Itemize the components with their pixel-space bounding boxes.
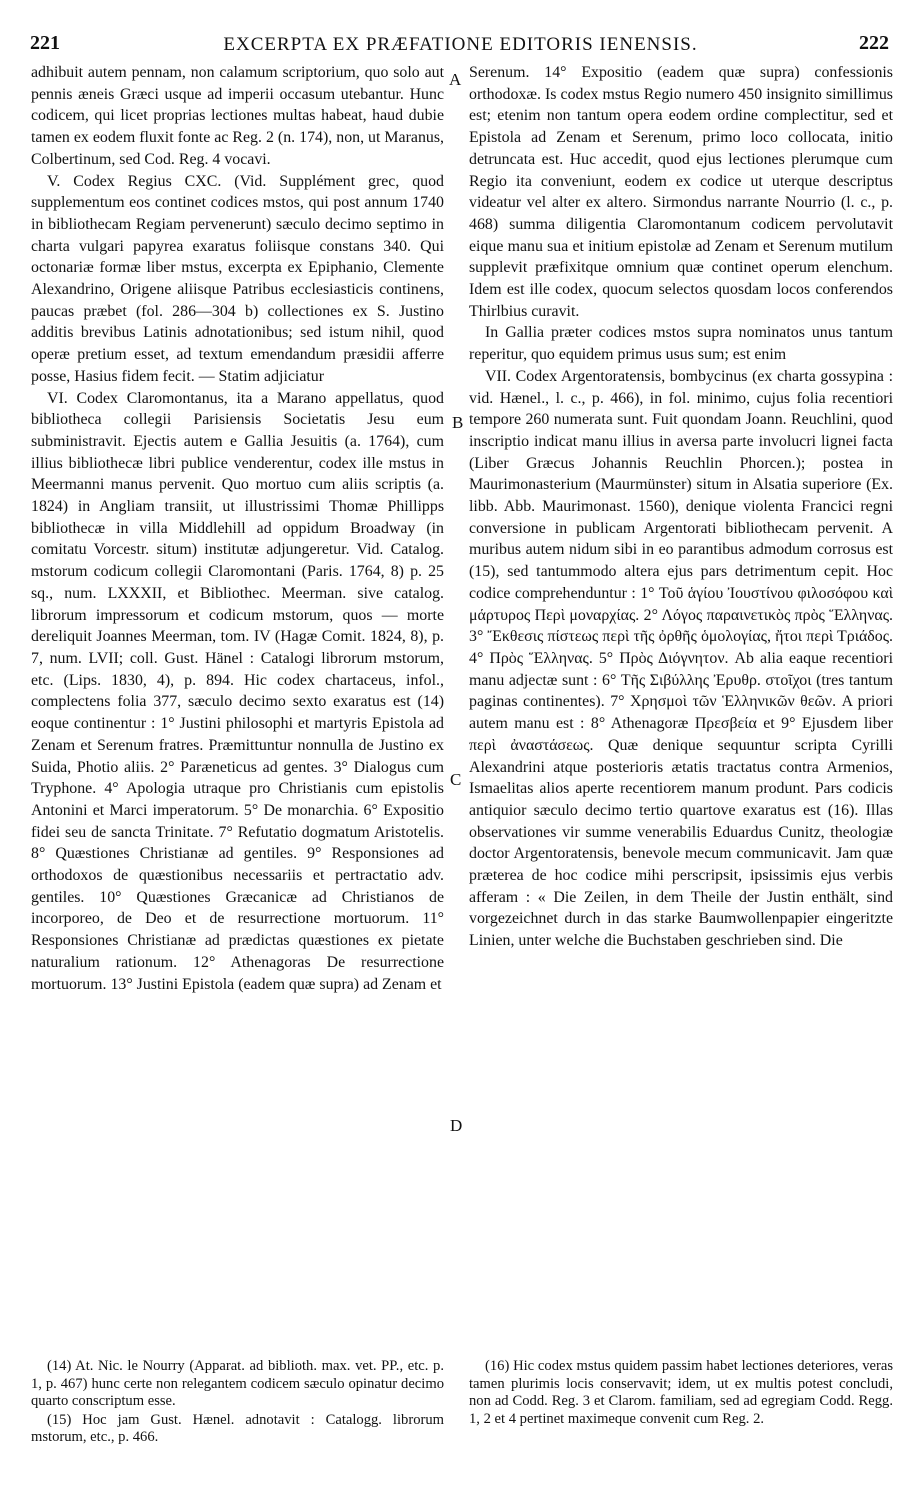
paragraph: adhibuit autem pennam, non calamum scriptorium, quo solo aut pennis æneis Græci usque ad imperii occasum utebantur. Hunc codicem, qui licet proprias lectiones multas habeat, haud dubie tamen ex eodem fluxit fonte ac Reg. 2 (n. 174), non, ut Maranus, Colbertinum, sed Cod. Reg. 4 vocavi. <box>31 64 444 168</box>
running-title: EXCERPTA EX PRÆFATIONE EDITORIS IENENSIS. <box>223 34 698 55</box>
margin-letter-b: B <box>452 413 464 432</box>
paragraph: V. Codex Regius CXC. (Vid. Supplément grec, quod supplementum eos continet codices mstos, qui post annum 1740 in bibliothecam Regiam pervenerunt) sæculo decimo septimo in charta vulgari papyrea exaratus foliisque constans 340. Qui octonariæ formæ liber mstus, excerpta ex Epiphanio, Clemente Alexandrino, Origene aliisque Patribus ecclesiasticis continens, paucas præbet (fol. 286—304 b) collectiones ex S. Justino additis brevibus Latinis adnotationibus; sed istum nihil, quod operæ pretium esset, ad textum emendandum præsidii afferre posse, Hasius fidem fecit. — Statim adjiciatur <box>31 172 444 385</box>
footnote: (15) Hoc jam Gust. Hænel. adnotavit : Catalogg. librorum mstorum, etc., p. 466. <box>31 1411 444 1446</box>
footnote: (14) At. Nic. le Nourry (Apparat. ad biblioth. max. vet. PP., etc. p. 1, p. 467) hunc certe non relegantem codicem sæculo opinatur decimo quarto conscriptum esse. <box>31 1358 444 1410</box>
footnotes-left <box>31 1358 444 1448</box>
margin-letter-c: C <box>450 770 462 789</box>
page-number-right: 222 <box>859 32 889 54</box>
right-column <box>469 62 893 952</box>
paragraph: VII. Codex Argentoratensis, bombycinus (ex charta gossypina : vid. Hænel., l. c., p. 466), in fol. minimo, cujus folia recentiori tempore 260 numerata sunt. Fuit quondam Joann. Reuchlini, quod inscriptio indicat manu illius in aversa parte involucri lignei facta (Liber Græcus Johannis Reuchlin Phorcen.); postea in Maurimonasterium (Maurmünster) situm in Alsatia superiore (Ex. libb. Abb. Maurimonast. 1560), denique violenta Francici regni conversione in publicam Argentorati bibliothecam pervenit. A muribus autem nidum sibi in eo parantibus admodum corrosus est (15), sed tantummodo altera ejus pars detrimentum cepit. Hoc codice comprehenduntur : 1° Τοῦ ἁγίου Ἰουστίνου φιλοσόφου καὶ μάρτυρος Περὶ μοναρχίας. 2° Λόγος παραινετικὸς πρὸς Ἕλληνας. 3° Ἔκθεσις πίστεως περὶ τῆς ὀρθῆς ὁμολογίας, ἤτοι περὶ Τριάδος. 4° Πρὸς Ἕλληνας. 5° Πρὸς Διόγνητον. Ab alia eaque recentiori manu adjectæ sunt : 6° Τῆς Σιβύλλης Ἐρυθρ. στοῖχοι (tres tantum paginas continentes). 7° Χρησμοὶ τῶν Ἑλληνικῶν θεῶν. A priori autem manu est : 8° Athenagoræ Πρεσβεία et 9° Ejusdem liber περὶ ἀναστάσεως. Quæ denique sequuntur scripta Cyrilli Alexandrini atque posterioris ætatis tractatus contra Armenios, Ismaelitas alios aperte recentiorem manum produnt. Pars codicis antiquior sæculo decimo tertio quartove exaratus est (16). Illas observationes vir summe venerabilis Eduardus Cunitz, theologiæ doctor Argentoratensis, benevole mecum communicavit. Jam quæ præterea de hoc codice mihi perscripsit, ipsissimis ejus verbis afferam : « Die Zeilen, in dem Theile der Justin enthält, sind vorgezeichnet durch in das starke Baumwollenpapier eingeritzte Linien, unter welche die Buchstaben geschrieben sind. Die <box>469 367 893 950</box>
page-number-left: 221 <box>30 32 60 54</box>
left-column <box>31 62 444 995</box>
margin-letter-d: D <box>450 1116 463 1135</box>
paragraph: VI. Codex Claromontanus, ita a Marano appellatus, quod bibliotheca collegii Parisiensis Societatis Jesu eum subministravit. Ejectis autem e Gallia Jesuitis (a. 1764), cum illius bibliothecæ libri publice venderentur, codex ille mstus in Meermanni manus pervenit. Quo mortuo cum aliis scriptis (a. 1824) in Angliam transiit, ut illustrissimi Thomæ Phillipps bibliothecæ in villa Middlehill ad oppidum Broadway (in comitatu Vorcestr. situm) institutæ adjungeretur. Vid. Catalog. mstorum codicum collegii Claromontani (Paris. 1764, 8) p. 25 sq., num. LXXXII, et Bibliothec. Meerman. sive catalog. librorum impressorum et codicum mstorum, quos — morte dereliquit Joannes Meerman, tom. IV (Hagæ Comit. 1824, 8), p. 7, num. LVII; coll. Gust. Hänel : Catalogi librorum mstorum, etc. (Lips. 1830, 4), p. 894. Hic codex chartaceus, infol., complectens folia 377, sæculo decimo sexto exaratus est (14) eoque continentur : 1° Justini philosophi et martyris Epistola ad Zenam et Serenum fratres. Præmittuntur nonnulla de Justino ex Suida, Photio aliis. 2° Paræneticus ad gentes. 3° Dialogus cum Tryphone. 4° Apologia utraque pro Christianis cum epistolis Antonini et Marci imperatorum. 5° De monarchia. 6° Expositio fidei seu de sancta Trinitate. 7° Refutatio dogmatum Aristotelis. 8° Quæstiones Christianæ ad gentiles. 9° Responsiones ad orthodoxos de quæstionibus necessariis et pertractatio adv. gentiles. 10° Quæstiones Græcanicæ ad Christianos de incorporeo, de Deo et de resurrectione mortuorum. 11° Responsiones Christianæ ad prædictas quæstiones ex pietate naturalium rationum. 12° Athenagoras De resurrectione mortuorum. 13° Justini Epistola (eadem quæ supra) ad Zenam et <box>31 389 444 993</box>
margin-letter-a: A <box>449 70 462 89</box>
footnote: (16) Hic codex mstus quidem passim habet lectiones deteriores, veras tamen plurimis locis conservavit; idem, ut ex multis potest concludi, non ad Codd. Reg. 3 et Clarom. familiam, sed ad egregiam Codd. Regg. 1, 2 et 4 pertinet maximeque convenit cum Reg. 2. <box>469 1358 893 1427</box>
running-header <box>0 32 921 62</box>
paragraph: In Gallia præter codices mstos supra nominatos unus tantum reperitur, quo equidem primus usus sum; est enim <box>469 324 893 364</box>
footnotes-right <box>469 1358 893 1429</box>
paragraph: Serenum. 14° Expositio (eadem quæ supra) confessionis orthodoxæ. Is codex mstus Regio numero 450 insignito simillimus est; etenim non tantum opera eodem ordine complectitur, sed et Epistola ad Zenam et Serenum, primo loco collocata, initio detruncata est. Huc accedit, quod ejus lectiones plerumque cum Regio ita conveniunt, eodem ex codice ut uterque descriptus videatur vel alter ex altero. Sirmondus narrante Nourrio (l. c., p. 468) summa diligentia Claromontanum codicem pervolutavit eique manu sua et initium epistolæ ad Zenam et Serenum mutilum supplevit præfixitque omnium quæ continet operum elenchum. Idem est ille codex, quocum selectos quosdam locos conferendos Thirlbius curavit. <box>469 64 893 320</box>
